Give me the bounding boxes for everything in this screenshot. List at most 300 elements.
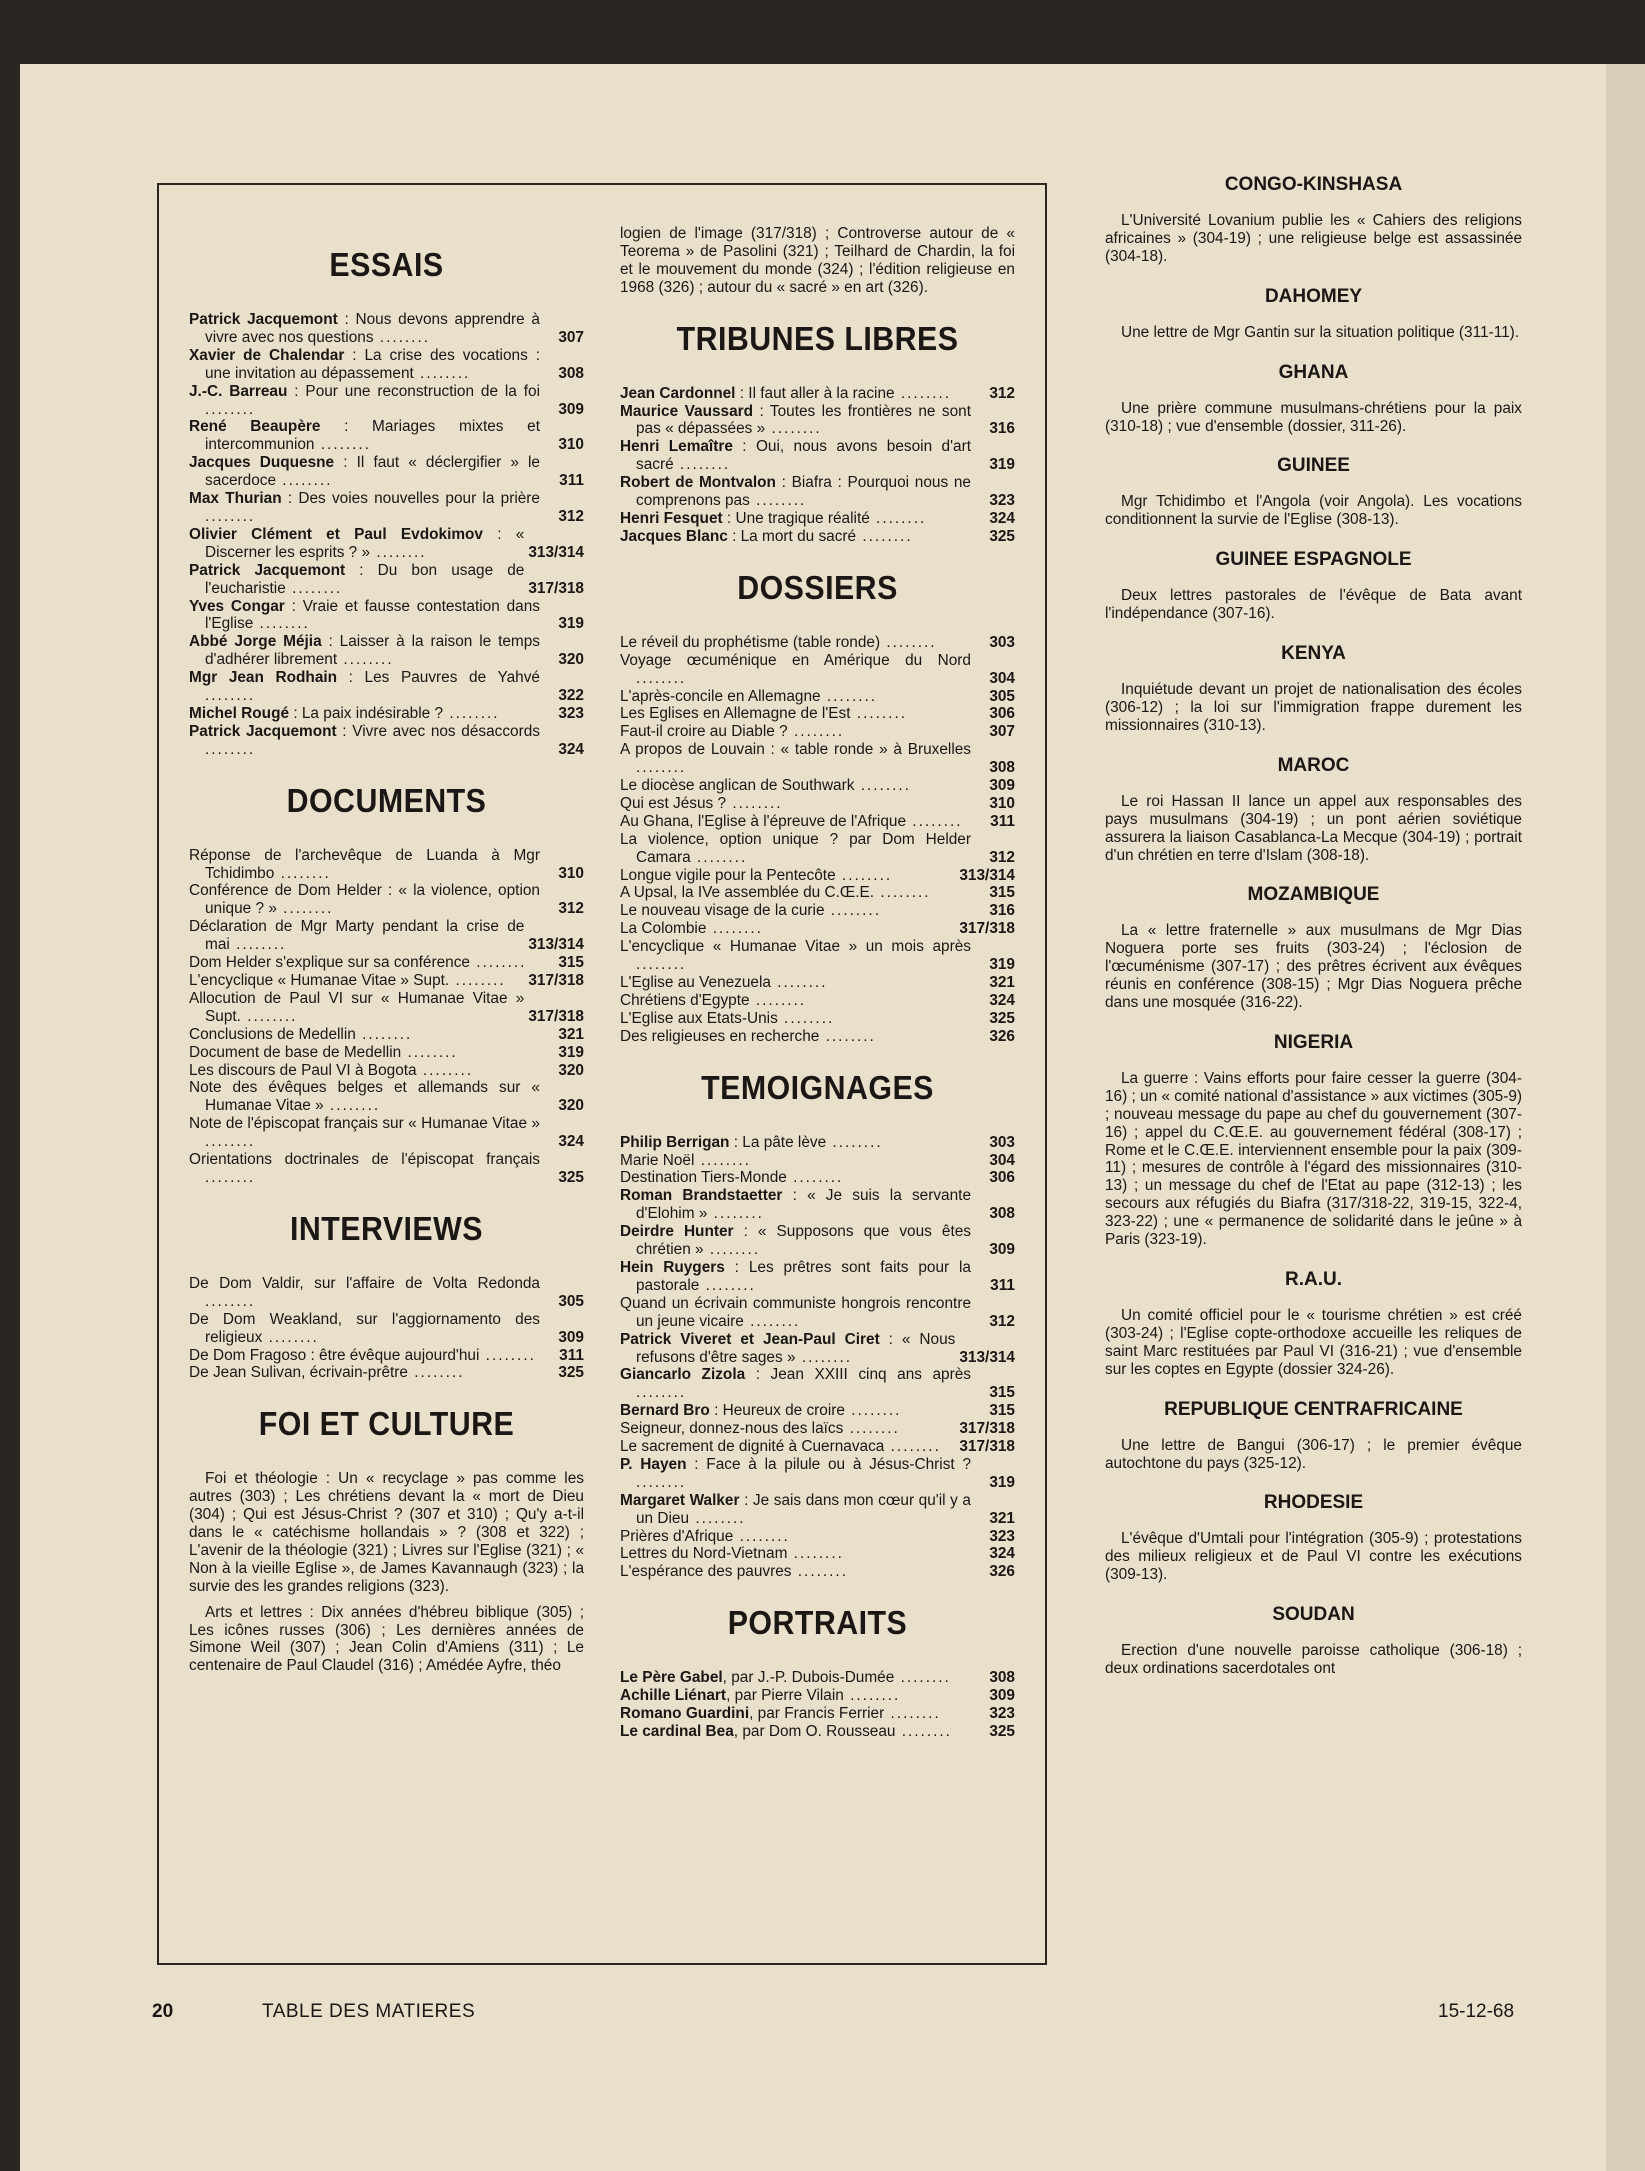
toc-entry — [620, 1456, 1015, 1492]
entry-title: A Upsal, la IVe assemblée du C.Œ.E. — [620, 884, 875, 902]
entry-page-number: 324 — [558, 1133, 584, 1151]
entry-page-number: 320 — [558, 651, 584, 669]
entry-title: Seigneur, donnez-nous des laïcs — [620, 1420, 844, 1438]
entry-title: L'encyclique « Humanae Vitae » Supt. — [189, 972, 450, 989]
interviews-list — [189, 1275, 584, 1382]
toc-entry — [620, 1723, 1015, 1741]
leader-dots: ........ — [636, 1384, 687, 1402]
toc-entry — [620, 1438, 1015, 1456]
entry-page-number: 305 — [558, 1292, 584, 1310]
leader-dots: ........ — [408, 1364, 465, 1382]
leader-dots: ........ — [205, 1168, 256, 1186]
leader-dots: ........ — [884, 1705, 941, 1723]
country-heading: R.A.U. — [1285, 1269, 1342, 1290]
entry-page-number: 305 — [989, 687, 1015, 705]
documents-list — [189, 847, 584, 1187]
entry-author: Patrick Jacquemont — [189, 561, 346, 579]
leader-dots: ........ — [636, 759, 687, 777]
leader-dots: ........ — [844, 1402, 902, 1420]
toc-entry — [189, 1026, 584, 1044]
toc-entry — [189, 1062, 584, 1080]
toc-entry — [620, 777, 1015, 795]
section-heading-documents: DOCUMENTS — [286, 781, 487, 819]
entry-page-number: 315 — [989, 1384, 1015, 1402]
toc-entry — [620, 831, 1015, 867]
toc-entry — [189, 1311, 584, 1347]
entry-title: : Mariages mixtes et intercommunion — [205, 418, 540, 454]
entry-page-number: 304 — [989, 1151, 1015, 1169]
entry-title: : La mort du sacré — [727, 527, 857, 545]
foi-theologie-paragraph: Foi et théologie : Un « recyclage » pas comme les autres (303) ; Les chrétiens devant la « mort de Dieu (304) ; Qui est Jésus-Christ ? (307 et 310) ; Qu'y a-t-il dans le « catéchisme hollandais » ? (308 et 322) ; L'avenir de la théologie (321) ; Livres sur l'Eglise (321) ; « Non à la vieille Eglise », de James Kavannaugh (323) ; la survie des les grandes religions (323). — [189, 1470, 584, 1595]
entry-page-number: 317/318 — [959, 1420, 1015, 1438]
country-heading: CONGO-KINSHASA — [1224, 174, 1403, 195]
toc-entry — [620, 705, 1015, 723]
entry-author: Le cardinal Bea — [620, 1723, 734, 1740]
toc-entry — [189, 1347, 584, 1365]
entry-title: Conférence de Dom Helder : « la violence, option unique ? » — [189, 882, 540, 918]
entry-title: : Vraie et fausse contestation dans l'Eglise — [205, 597, 540, 633]
leader-dots: ........ — [749, 991, 807, 1009]
column-right-countries — [1105, 170, 1522, 1678]
entry-title: : Jean XXIII cinq ans après — [745, 1366, 971, 1384]
country-heading: GUINEE — [1277, 455, 1350, 477]
toc-entry — [620, 385, 1015, 403]
entry-page-number: 312 — [989, 848, 1015, 866]
entry-title: Note de l'épiscopat français sur « Humanae Vitae » — [189, 1115, 540, 1133]
leader-dots: ........ — [689, 1509, 746, 1527]
country-heading: REPUBLIQUE CENTRAFRICAINE — [1164, 1398, 1463, 1420]
leader-dots: ........ — [673, 456, 731, 474]
toc-entry — [189, 383, 584, 419]
entry-page-number: 324 — [989, 1545, 1015, 1563]
entry-page-number: 320 — [558, 1097, 584, 1115]
entry-title: : « Discerner les esprits ? » — [205, 525, 525, 561]
issue-date: 15-12-68 — [1438, 2001, 1515, 2022]
column-middle — [620, 225, 1015, 1741]
country-heading: NIGERIA — [1273, 1031, 1354, 1053]
country-summary: Une prière commune musulmans-chrétiens pour la paix (310-18) ; vue d'ensemble (dossier, 311-26). — [1105, 399, 1522, 435]
leader-dots: ........ — [819, 1027, 876, 1045]
country-summary: Deux lettres pastorales de l'évêque de Bata avant l'indépendance (307-16). — [1105, 587, 1522, 623]
leader-dots: ........ — [370, 543, 427, 561]
leader-dots: ........ — [443, 704, 500, 722]
leader-dots: ........ — [843, 1687, 901, 1705]
entry-title: : Du bon usage de l'eucharistie — [205, 561, 525, 597]
toc-entry — [620, 902, 1015, 920]
entry-page-number: 313/314 — [528, 936, 584, 954]
entry-title: De Dom Valdir, sur l'affaire de Volta Redonda — [189, 1274, 540, 1292]
tribunes-list — [620, 385, 1015, 546]
leader-dots: ........ — [824, 902, 881, 920]
leader-dots: ........ — [856, 527, 913, 545]
toc-entry — [620, 1528, 1015, 1546]
entry-title: De Dom Weakland, sur l'aggiornamento des religieux — [189, 1310, 540, 1346]
entry-author: Patrick Viveret et Jean-Paul Ciret — [620, 1330, 880, 1348]
entry-page-number: 325 — [989, 1009, 1015, 1027]
entry-title: , par Francis Ferrier — [749, 1705, 885, 1723]
toc-entry — [189, 1079, 584, 1115]
entry-author: Abbé Jorge Méjia — [189, 633, 322, 651]
entry-title: L'Eglise au Venezuela — [620, 974, 771, 991]
leader-dots: ........ — [205, 1292, 256, 1310]
leader-dots: ........ — [749, 492, 807, 510]
entry-page-number: 308 — [989, 759, 1015, 777]
entry-page-number: 309 — [989, 1241, 1015, 1259]
entry-author: Mgr Jean Rodhain — [189, 669, 338, 687]
country-summary: Inquiétude devant un projet de nationalisation des écoles (306-12) ; la loi sur l'immigration frappe durement les missionnaires (310-13). — [1105, 681, 1522, 734]
leader-dots: ........ — [795, 1348, 852, 1366]
leader-dots: ........ — [416, 1061, 474, 1079]
country-summary: L'Université Lovanium publie les « Cahiers des religions africaines » (304-19) ; une religieuse belge est assassinée (304-18). — [1105, 212, 1522, 265]
entry-page-number: 315 — [558, 954, 584, 972]
entry-page-number: 311 — [990, 1276, 1015, 1294]
entry-title: Réponse de l'archevêque de Luanda à Mgr Tchidimbo — [189, 846, 540, 882]
entry-page-number: 315 — [989, 884, 1015, 902]
entry-author: Jean Cardonnel — [620, 384, 736, 402]
entry-title: Lettres du Nord-Vietnam — [620, 1545, 788, 1563]
entry-title: Chrétiens d'Egypte — [620, 991, 750, 1009]
country-heading: DAHOMEY — [1264, 285, 1363, 307]
leader-dots: ........ — [276, 900, 334, 918]
entry-title: : Laisser à la raison le temps d'adhérer librement — [205, 633, 541, 669]
toc-entry — [620, 474, 1015, 510]
country-summary: Mgr Tchidimbo et l'Angola (voir Angola). Les vocations conditionnent la survie de l'Eglise (308-13). — [1105, 493, 1522, 529]
toc-entry — [620, 1259, 1015, 1295]
section-heading-dossiers: DOSSIERS — [737, 568, 898, 606]
facing-page-edge — [1606, 64, 1645, 2171]
entry-page-number: 324 — [558, 740, 584, 758]
entry-page-number: 309 — [989, 777, 1015, 795]
entry-author: René Beaupère — [189, 418, 321, 436]
entry-title: : Vivre avec nos désaccords — [336, 722, 540, 740]
entry-page-number: 308 — [989, 1205, 1015, 1223]
entry-title: : Les prêtres sont faits pour la pastorale — [636, 1258, 971, 1294]
toc-entry — [620, 652, 1015, 688]
entry-page-number: 319 — [989, 1473, 1015, 1491]
entry-title: La Colombie — [620, 920, 707, 938]
leader-dots: ........ — [874, 884, 931, 902]
country-summary: La « lettre fraternelle » aux musulmans de Mgr Dias Noguera porte ses fruits (303-24) ; l'éclosion de l'œcuménisme (307-17) ; des prêtres écrivent aux évêques réunis en conférence (308-15) ; Mgr Dias Noguera prêche dans une mosquée (316-22). — [1105, 922, 1522, 1012]
entry-author: Le Père Gabel — [620, 1669, 723, 1687]
toc-entry — [189, 990, 584, 1026]
leader-dots: ........ — [285, 579, 343, 597]
entry-title: : La paix indésirable ? — [289, 704, 444, 722]
entry-author: Hein Ruygers — [620, 1258, 725, 1276]
toc-entry — [620, 1295, 1015, 1331]
leader-dots: ........ — [274, 864, 331, 882]
entry-author: Maurice Vaussard — [620, 402, 754, 420]
entry-title: : « Supposons que vous êtes chrétien » — [636, 1223, 971, 1259]
leader-dots: ........ — [205, 507, 256, 525]
column-left — [189, 225, 584, 1683]
entry-page-number: 308 — [558, 364, 584, 382]
entry-author: Henri Lemaître — [620, 438, 733, 456]
entry-page-number: 312 — [989, 384, 1015, 402]
leader-dots: ........ — [726, 794, 783, 812]
country-summary: Une lettre de Bangui (306-17) ; le premier évêque autochtone du pays (325-12). — [1105, 1436, 1522, 1472]
entry-page-number: 321 — [989, 1509, 1015, 1527]
leader-dots: ........ — [894, 384, 952, 402]
toc-entry — [620, 1134, 1015, 1152]
country-summary: La guerre : Vains efforts pour faire cesser la guerre (304-16) ; un « comité national d'assistance » aux victimes (305-9) ; nouveau message du pape au chef du gouvernement (307-16) ; appel du C.Œ.E. au gouvernement fédéral (308-17) ; Rome et le C.Œ.E. interviennent ensemble pour la paix (309-11) ; mesures de contrôle à l'égard des missionnaires (310-13) ; un message du chef de l'Etat au pape (312-13) ; les secours aux réfugiés du Biafra (317/318-22, 319-15, 322-4, 323-22) ; une « permanence de solidarité dans le jeûne » à Paris (323-19). — [1105, 1069, 1522, 1249]
entry-title: Au Ghana, l'Eglise à l'épreuve de l'Afrique — [620, 812, 907, 830]
toc-entry — [620, 438, 1015, 474]
entry-author: Roman Brandstaetter — [620, 1187, 783, 1205]
leader-dots: ........ — [884, 1438, 941, 1456]
leader-dots: ........ — [791, 1563, 848, 1581]
leader-dots: ........ — [786, 1169, 844, 1187]
entry-author: Max Thurian — [189, 490, 282, 508]
country-summary: Erection d'une nouvelle paroisse catholique (306-18) ; deux ordinations sacerdotales ont — [1105, 1642, 1522, 1678]
toc-entry — [620, 1545, 1015, 1563]
entry-page-number: 303 — [989, 633, 1015, 651]
entry-title: : Biafra : Pourquoi nous ne comprenons pas — [636, 474, 971, 510]
page-number: 20 — [152, 2001, 174, 2022]
leader-dots: ........ — [479, 1346, 536, 1364]
leader-dots: ........ — [373, 328, 431, 346]
toc-entry — [189, 454, 584, 490]
entry-title: De Dom Fragoso : être évêque aujourd'hui — [189, 1346, 480, 1364]
toc-entry — [620, 867, 1015, 885]
portraits-list — [620, 1669, 1015, 1741]
toc-entry — [189, 1364, 584, 1382]
leader-dots: ........ — [895, 1723, 952, 1740]
entry-page-number: 317/318 — [528, 972, 584, 989]
entry-page-number: 310 — [558, 436, 584, 454]
toc-entry — [620, 992, 1015, 1010]
entry-title: Qui est Jésus ? — [620, 794, 727, 812]
entry-page-number: 317/318 — [959, 920, 1015, 938]
toc-entry — [620, 1010, 1015, 1028]
entry-author: Patrick Jacquemont — [189, 311, 338, 328]
country-heading: SOUDAN — [1272, 1604, 1355, 1626]
entry-title: : Je sais dans mon cœur qu'il y a un Dieu — [636, 1491, 971, 1527]
section-heading-tribunes-libres: TRIBUNES LIBRES — [676, 319, 959, 357]
leader-dots: ........ — [636, 1473, 687, 1491]
entry-page-number: 313/314 — [528, 543, 584, 561]
entry-author: P. Hayen — [620, 1455, 687, 1473]
entry-page-number: 306 — [989, 705, 1015, 723]
leader-dots: ........ — [276, 472, 333, 490]
leader-dots: ........ — [869, 509, 927, 527]
entry-title: Document de base de Medellin — [189, 1043, 402, 1061]
leader-dots: ........ — [843, 1420, 900, 1438]
leader-dots: ........ — [906, 812, 963, 830]
toc-entry — [189, 633, 584, 669]
leader-dots: ........ — [205, 400, 256, 418]
toc-entry — [189, 847, 584, 883]
entry-title: : La pâte lève — [729, 1133, 827, 1151]
entry-title: : La crise des vocations : une invitation au dépassement — [205, 346, 540, 382]
toc-entry — [620, 884, 1015, 902]
entry-title: Le diocèse anglican de Southwark — [620, 777, 855, 795]
section-heading-interviews: INTERVIEWS — [290, 1209, 483, 1247]
leader-dots: ........ — [323, 1097, 381, 1115]
toc-entry — [189, 882, 584, 918]
entry-page-number: 321 — [989, 974, 1015, 991]
entry-page-number: 319 — [989, 956, 1015, 974]
toc-entry — [189, 490, 584, 526]
toc-entry — [189, 954, 584, 972]
entry-page-number: 307 — [989, 723, 1015, 741]
leader-dots: ........ — [636, 669, 687, 687]
leader-dots: ........ — [850, 705, 907, 723]
leader-dots: ........ — [240, 1007, 298, 1025]
leader-dots: ........ — [706, 920, 763, 938]
toc-entry — [189, 1115, 584, 1151]
entry-title: , par J.-P. Dubois-Dumée — [722, 1669, 895, 1687]
entry-page-number: 319 — [989, 456, 1015, 474]
entry-title: Les Eglises en Allemagne de l'Est — [620, 705, 851, 723]
entry-author: J.-C. Barreau — [189, 382, 288, 400]
leader-dots: ........ — [835, 866, 893, 884]
entry-title: A propos de Louvain : « table ronde » à Bruxelles — [620, 741, 971, 759]
leader-dots: ........ — [229, 936, 287, 954]
entry-author: Patrick Jacquemont — [189, 722, 337, 740]
leader-dots: ........ — [262, 1328, 319, 1346]
entry-title: Marie Noël — [620, 1151, 695, 1169]
toc-entry — [620, 1492, 1015, 1528]
entry-title: : Il faut « déclergifier » le sacerdoce — [205, 454, 540, 490]
leader-dots: ........ — [703, 1241, 761, 1259]
leader-dots: ........ — [733, 1527, 790, 1545]
entry-title: : Oui, nous avons besoin d'art sacré — [636, 438, 971, 474]
toc-entry — [620, 920, 1015, 938]
entry-page-number: 323 — [989, 1527, 1015, 1545]
section-heading-temoignages: TEMOIGNAGES — [701, 1068, 934, 1106]
entry-page-number: 317/318 — [528, 1007, 584, 1025]
leader-dots: ........ — [777, 1009, 835, 1027]
toc-entry — [189, 347, 584, 383]
leader-dots: ........ — [787, 723, 845, 741]
toc-entry — [620, 1420, 1015, 1438]
toc-entry — [189, 918, 584, 954]
toc-entry — [189, 705, 584, 723]
entry-page-number: 312 — [558, 900, 584, 918]
entry-page-number: 325 — [558, 1364, 584, 1382]
entry-title: , par Pierre Vilain — [726, 1687, 844, 1705]
entry-author: Henri Fesquet — [620, 509, 723, 527]
entry-title: Le sacrement de dignité à Cuernavaca — [620, 1438, 885, 1456]
entry-author: Yves Congar — [189, 597, 285, 615]
toc-entry — [620, 1563, 1015, 1581]
entry-title: : Toutes les frontières ne sont pas « dépassées » — [636, 402, 971, 438]
country-heading: MOZAMBIQUE — [1247, 884, 1380, 906]
toc-entry — [189, 669, 584, 705]
entry-page-number: 323 — [558, 704, 584, 722]
entry-title: : Il faut aller à la racine — [735, 384, 895, 402]
leader-dots: ........ — [894, 1669, 951, 1687]
leader-dots: ........ — [355, 1025, 413, 1043]
entry-title: L'après-concile en Allemagne — [620, 687, 821, 705]
toc-entry — [620, 510, 1015, 528]
toc-entry — [620, 1402, 1015, 1420]
entry-page-number: 307 — [558, 328, 584, 346]
entry-title: : Pour une reconstruction de la foi — [287, 382, 540, 400]
entry-title: Longue vigile pour la Pentecôte — [620, 866, 836, 884]
leader-dots: ........ — [770, 974, 828, 991]
country-summary: Un comité officiel pour le « tourisme chrétien » est créé (303-24) ; l'Eglise copte-orthodoxe accueille les reliques de saint Marc restituées par Paul VI (316-21) ; vue d'ensemble sur les coptes en Egypte (dossier 324-26). — [1105, 1307, 1522, 1378]
toc-entry — [189, 562, 584, 598]
toc-entry — [189, 598, 584, 634]
toc-entry — [620, 1187, 1015, 1223]
leader-dots: ........ — [636, 956, 687, 974]
entry-page-number: 323 — [989, 492, 1015, 510]
entry-page-number: 325 — [558, 1168, 584, 1186]
country-heading: MAROC — [1277, 754, 1350, 776]
entry-page-number: 309 — [558, 400, 584, 418]
toc-entry — [620, 528, 1015, 546]
leader-dots: ........ — [854, 777, 911, 795]
section-heading-foi-et-culture: FOI ET CULTURE — [258, 1405, 515, 1443]
leader-dots: ........ — [820, 687, 878, 705]
toc-entry — [620, 974, 1015, 992]
leader-dots: ........ — [699, 1276, 756, 1294]
entry-author: Deirdre Hunter — [620, 1223, 734, 1241]
toc-entry — [620, 741, 1015, 777]
country-heading: RHODESIE — [1263, 1492, 1364, 1514]
entry-title: : Heureux de croire — [709, 1402, 845, 1420]
entry-title: Les discours de Paul VI à Bogota — [189, 1061, 417, 1079]
toc-entry — [620, 1331, 1015, 1367]
toc-entry — [620, 813, 1015, 831]
toc-entry — [189, 526, 584, 562]
entry-title: : « Nous refusons d'être sages » — [636, 1330, 956, 1366]
entry-title: : Face à la pilule ou à Jésus-Christ ? — [686, 1455, 971, 1473]
toc-entry — [620, 1669, 1015, 1687]
entry-title: : Une tragique réalité — [722, 509, 870, 527]
entry-page-number: 313/314 — [959, 866, 1015, 884]
dossiers-list — [620, 634, 1015, 1046]
country-heading: GUINEE ESPAGNOLE — [1215, 549, 1412, 571]
entry-page-number: 310 — [558, 864, 584, 882]
entry-title: De Jean Sulivan, écrivain-prêtre — [189, 1364, 408, 1382]
entry-page-number: 319 — [558, 615, 584, 633]
entry-page-number: 317/318 — [528, 579, 584, 597]
arts-lettres-paragraph-continued: logien de l'image (317/318) ; Controverse autour de « Teorema » de Pasolini (321) ; Teilhard de Chardin, la foi et le mouvement du monde (324) ; l'édition religieuse en 1968 (326) ; autour du « sacré » en art (326). — [620, 225, 1015, 296]
entry-page-number: 309 — [558, 1328, 584, 1346]
leader-dots: ........ — [690, 848, 748, 866]
entry-title: Des religieuses en recherche — [620, 1027, 820, 1045]
toc-entry — [189, 311, 584, 347]
country-heading: GHANA — [1278, 361, 1349, 383]
toc-entry — [620, 938, 1015, 974]
arts-lettres-paragraph-start: Arts et lettres : Dix années d'hébreu biblique (305) ; Les icônes russes (306) ; Les dernières années de Simone Weil (307) ; Jean Colin d'Amiens (311) ; Le centenaire de Paul Claudel (316) ; Amédée Ayfre, théo — [189, 1603, 584, 1675]
entry-title: Conclusions de Medellin — [189, 1025, 356, 1043]
toc-entry — [620, 1028, 1015, 1046]
leader-dots: ........ — [205, 687, 256, 705]
entry-page-number: 310 — [989, 794, 1015, 812]
entry-page-number: 306 — [989, 1169, 1015, 1187]
entry-page-number: 319 — [558, 1043, 584, 1061]
entry-title: Le réveil du prophétisme (table ronde) — [620, 633, 881, 651]
leader-dots: ........ — [826, 1133, 883, 1151]
running-title: TABLE DES MATIERES — [262, 2001, 476, 2022]
entry-page-number: 303 — [989, 1133, 1015, 1151]
entry-title: Orientations doctrinales de l'épiscopat français — [189, 1151, 540, 1169]
entry-title: Faut-il croire au Diable ? — [620, 723, 788, 741]
entry-title: Le nouveau visage de la curie — [620, 902, 825, 920]
entry-page-number: 321 — [558, 1025, 584, 1043]
entry-title: Quand un écrivain communiste hongrois rencontre un jeune vicaire — [620, 1294, 971, 1330]
country-heading: KENYA — [1281, 643, 1346, 665]
leader-dots: ........ — [413, 364, 471, 382]
entry-page-number: 323 — [989, 1705, 1015, 1723]
entry-page-number: 326 — [989, 1563, 1015, 1581]
entry-page-number: 326 — [989, 1027, 1015, 1045]
toc-entry — [620, 688, 1015, 706]
entry-title: : Les Pauvres de Yahvé — [337, 669, 540, 687]
